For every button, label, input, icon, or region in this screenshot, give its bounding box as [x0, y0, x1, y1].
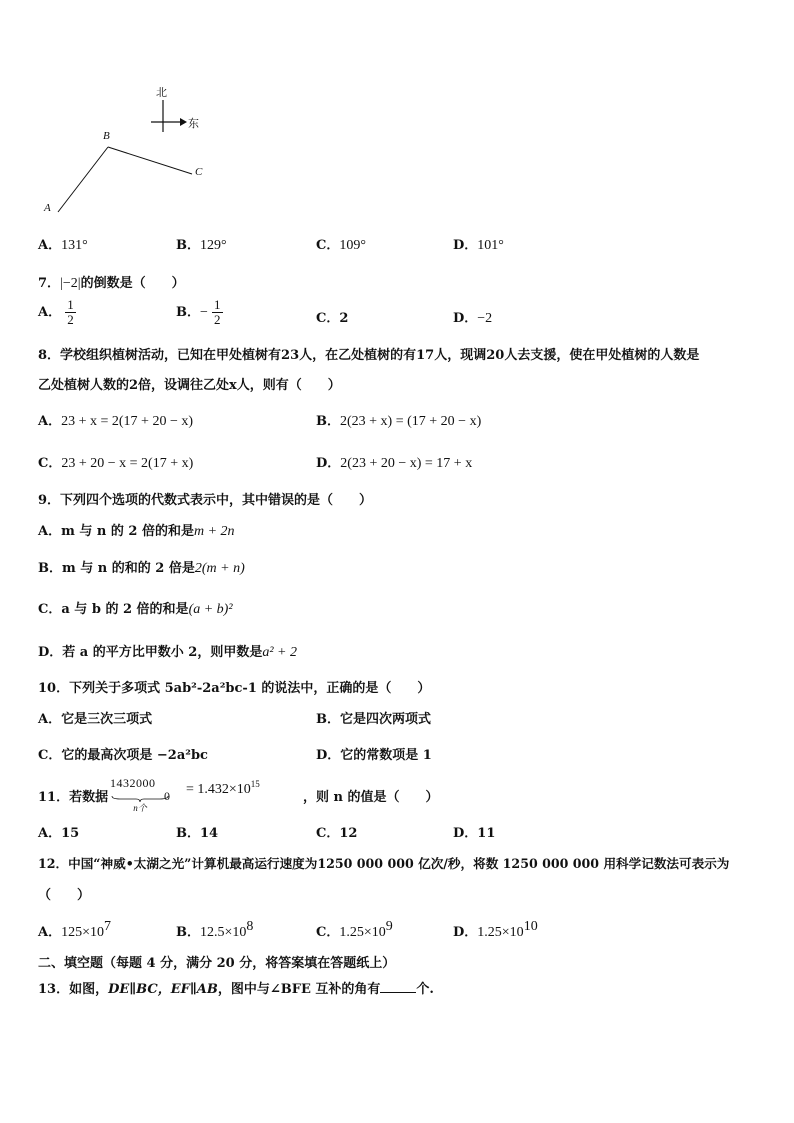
q11-option-d [453, 822, 495, 841]
q8-option-d [316, 452, 472, 472]
option-value: 它的最高次项是 −2a²bc [61, 748, 208, 763]
option-label: A． [38, 826, 62, 841]
q11-equals [186, 779, 260, 798]
option-text: a 与 b 的 2 倍的和是 [61, 602, 189, 617]
data-bottom: 0 [164, 789, 170, 803]
option-value: 2(23 + x) = (17 + 20 − x) [340, 414, 482, 429]
option-value: 109° [339, 238, 366, 253]
q9-option-d [38, 641, 297, 661]
option-expr: (a + b)² [188, 602, 233, 617]
option-expr: m + 2n [193, 524, 235, 539]
option-value: 131° [61, 238, 88, 253]
option-label: B． [316, 712, 340, 727]
east-arrowhead [180, 118, 187, 126]
option-label: B． [176, 305, 200, 320]
denominator: 2 [214, 312, 221, 327]
q9-stem: 9．下列四个选项的代数式表示中，其中错误的是（ ） [38, 493, 373, 508]
q9-option-c [38, 598, 233, 618]
option-value: 2(23 + 20 − x) = 17 + x [340, 456, 473, 471]
option-exp: 10 [523, 919, 538, 934]
option-label: A． [38, 712, 62, 727]
q12-stem-line2: （ ） [38, 888, 91, 903]
q7-option-c [316, 307, 348, 326]
answer-blank[interactable] [380, 980, 416, 993]
question-text: 的倒数是（ ） [80, 276, 185, 291]
option-label: A． [38, 238, 62, 253]
q12-stem-line1: 12．中国“神威•太湖之光”计算机最高运行速度为1250 000 000 亿次/秒，将数 1250 000 000 用科学记数法可表示为 [38, 856, 730, 871]
option-label: C． [316, 311, 340, 326]
q12-option-c [316, 921, 393, 941]
numerator: 1 [214, 297, 221, 312]
option-base: 1.25×10 [339, 925, 386, 940]
q10-option-c [38, 744, 208, 763]
option-label: A． [38, 524, 62, 539]
parallel-condition: DE∥BC，EF∥AB [108, 982, 218, 997]
q7-option-a [38, 298, 76, 327]
q11-option-c [316, 822, 357, 841]
q10-option-b [316, 708, 431, 727]
q10-option-a [38, 708, 152, 727]
q8-option-c [38, 452, 193, 472]
option-label: D． [38, 645, 63, 660]
q9-option-a [38, 520, 235, 540]
option-value: 23 + 20 − x = 2(17 + x) [61, 456, 194, 471]
option-text: m 与 n 的和的 2 倍是 [62, 561, 195, 576]
q6-option-a [38, 234, 88, 254]
q8-option-b [316, 410, 481, 430]
point-b-label: B [103, 130, 110, 142]
option-label: D． [316, 456, 341, 471]
abs-expression: |−2| [60, 276, 81, 291]
option-exp: 8 [246, 919, 254, 934]
q7-option-b [176, 298, 223, 327]
option-base: 12.5×10 [200, 925, 247, 940]
east-label: 东 [188, 117, 199, 130]
option-value: 101° [477, 238, 504, 253]
option-label: D． [453, 925, 478, 940]
compass-arrows [30, 80, 230, 220]
option-label: C． [316, 238, 340, 253]
question-suffix: 个. [416, 982, 434, 997]
option-label: D． [453, 311, 478, 326]
point-a-label: A [44, 202, 51, 214]
option-base: 1.25×10 [477, 925, 524, 940]
q9-option-b [38, 557, 245, 577]
option-label: C． [38, 456, 62, 471]
option-text: m 与 n 的 2 倍的和是 [61, 524, 194, 539]
option-text: 若 a 的平方比甲数小 2，则甲数是 [62, 645, 263, 660]
option-label: A． [38, 414, 62, 429]
segment-bc [108, 147, 192, 174]
exponent: 15 [250, 779, 260, 789]
option-label: B． [176, 925, 200, 940]
option-value: 它是四次两项式 [340, 712, 432, 727]
q10-option-d [316, 744, 432, 763]
option-label: A． [38, 925, 62, 940]
option-label: C． [316, 826, 340, 841]
option-base: 125×10 [61, 925, 104, 940]
section-heading: 二、填空题（每题 4 分，满分 20 分，将答案填在答题纸上） [38, 956, 396, 971]
option-value: −2 [477, 311, 493, 326]
option-label: C． [38, 602, 62, 617]
option-label: D． [316, 748, 341, 763]
option-value: 2 [339, 311, 349, 326]
option-label: A． [38, 305, 62, 320]
question-prefix: 13．如图， [38, 982, 109, 997]
brace-label: n个 [133, 803, 147, 813]
q8-stem-line1: 8．学校组织植树活动，已知在甲处植树有23人，在乙处植树的有17人，现调20人去支援，使在甲处植树的人数是 [38, 348, 700, 363]
minus-sign: − [200, 305, 208, 320]
under-brace [110, 795, 170, 803]
option-expr: a² + 2 [262, 645, 297, 660]
q12-option-a [38, 921, 111, 941]
q8-option-a [38, 410, 193, 430]
q12-option-b [176, 921, 253, 941]
option-value: 11 [477, 826, 496, 841]
direction-figure [30, 80, 230, 220]
q11-option-b [176, 822, 218, 841]
option-value: 129° [200, 238, 227, 253]
option-label: C． [316, 925, 340, 940]
numerator: 1 [67, 297, 74, 312]
data-top: 1432000 [110, 776, 156, 790]
option-value: 它是三次三项式 [61, 712, 153, 727]
option-exp: 7 [104, 919, 111, 934]
option-value: 它的常数项是 1 [340, 748, 432, 763]
option-value: 14 [200, 826, 219, 841]
q11-option-a [38, 822, 79, 841]
option-label: B． [316, 414, 340, 429]
option-value: 12 [339, 826, 358, 841]
q7-option-d [453, 307, 492, 327]
question-number: 7． [38, 276, 61, 291]
q7-stem [38, 272, 185, 292]
q11-suffix: ，则 n 的值是（ ） [303, 790, 439, 805]
option-exp: 9 [385, 919, 393, 934]
point-c-label: C [195, 166, 203, 178]
option-label: D． [453, 826, 478, 841]
equals-expr: = 1.432×10 [186, 782, 251, 797]
q6-option-d [453, 234, 504, 254]
option-value: 15 [61, 826, 80, 841]
option-label: B． [38, 561, 62, 576]
option-value: 23 + x = 2(17 + 20 − x) [61, 414, 193, 429]
q10-stem: 10．下列关于多项式 5ab²-2a²bc-1 的说法中，正确的是（ ） [38, 681, 431, 696]
q6-option-c [316, 234, 366, 254]
q6-option-b [176, 234, 227, 254]
option-label: C． [38, 748, 62, 763]
question-middle: ，图中与∠BFE 互补的角有 [217, 982, 381, 997]
option-label: B． [176, 238, 200, 253]
q11-prefix: 11．若数据 [38, 790, 109, 805]
denominator: 2 [67, 312, 74, 327]
q12-option-d [453, 921, 538, 941]
q11-data-number [110, 776, 182, 814]
fraction [212, 298, 223, 327]
q8-stem-line2: 乙处植树人数的2倍，设调往乙处x人，则有（ ） [38, 378, 341, 393]
option-expr: 2(m + n) [194, 561, 245, 576]
option-label: B． [176, 826, 200, 841]
north-label: 北 [156, 86, 167, 99]
option-label: D． [453, 238, 478, 253]
segment-ab [58, 147, 108, 212]
q13-stem [38, 978, 434, 997]
fraction [65, 298, 76, 327]
